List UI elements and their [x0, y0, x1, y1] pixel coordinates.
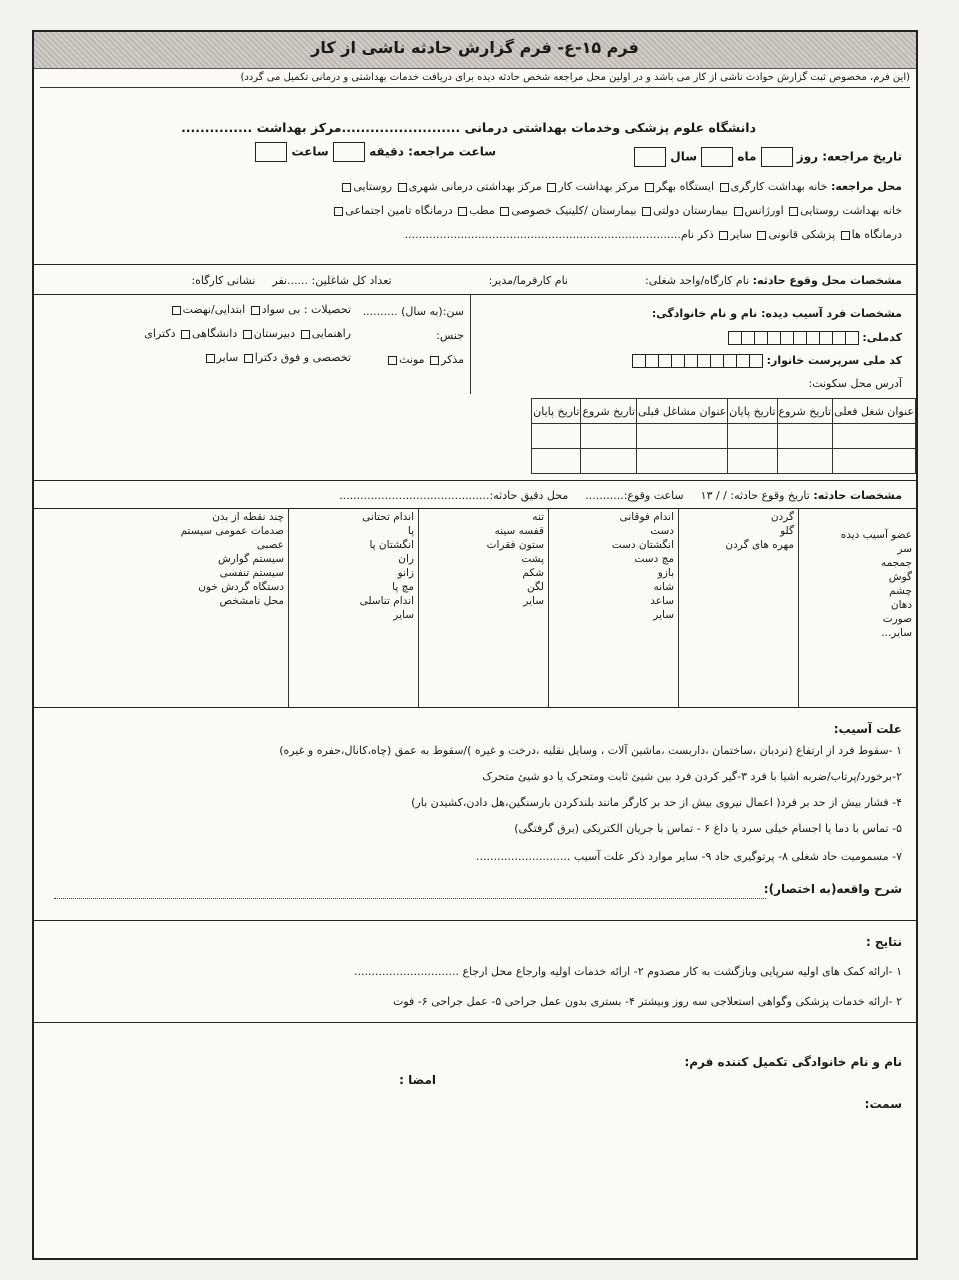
body-part: لگن [527, 581, 544, 593]
visit-month-box[interactable] [701, 147, 733, 167]
place-label: محل مراجعه: [830, 180, 902, 193]
body-part: گلو [780, 525, 794, 537]
position-label: سمت: [864, 1097, 902, 1111]
gender-female: مونث [399, 353, 425, 366]
guardian-id-input[interactable] [632, 354, 763, 368]
education-label: تحصیلات : [303, 303, 351, 316]
accident-time: ساعت وقوع:........... [585, 489, 684, 502]
body-part: تنه [532, 511, 544, 523]
body-part: اندام تحتانی [362, 511, 414, 523]
place-checkbox[interactable] [645, 183, 654, 192]
place-option: ایستگاه بهگر [655, 180, 715, 193]
workplace-line [191, 274, 902, 287]
workplace-section [34, 264, 916, 292]
visit-time-text: ساعت مراجعه: [408, 144, 496, 159]
body-part: سایر [653, 609, 674, 621]
body-col-head [798, 509, 916, 707]
form-title-band [34, 32, 916, 69]
visit-day-box[interactable] [761, 147, 793, 167]
result-item: ۲ -ارائه خدمات پزشکی وگواهی استعلاجی سه روز وبیشتر ۴- بستری بدون عمل جراحی ۵- عمل جراحی ۶- فوت [393, 995, 902, 1008]
body-part: سایر [393, 609, 414, 621]
place-option: درمانگاه تامین اجتماعی [345, 204, 453, 217]
place-checkbox[interactable] [841, 231, 850, 240]
signature-label: امضا : [399, 1073, 436, 1087]
body-part: قفسه سینه [494, 525, 544, 537]
body-part: دستگاه گردش خون [198, 581, 284, 593]
place-option: روستایی [353, 180, 393, 193]
education-row1 [170, 303, 351, 316]
visit-month-label: ماه [737, 149, 757, 164]
cause-item: ۷- مسمومیت حاد شغلی ۸- پرتوگیری حاد ۹- سایر موارد ذکر علت آسیب ........................... [475, 850, 902, 863]
education-checkbox[interactable] [244, 354, 253, 363]
address-line: آدرس محل سکونت: [808, 377, 902, 390]
body-col-general [158, 509, 288, 707]
visit-time-label [255, 142, 496, 162]
body-part: مچ دست [634, 553, 674, 565]
body-part: محل نامشخص [219, 595, 284, 607]
place-option: پزشکی قانونی [768, 228, 836, 241]
description-label: شرح واقعه(به اختصار): [763, 882, 902, 896]
place-option: سایر [730, 228, 752, 241]
education-option: دبیرستان [253, 327, 296, 340]
visit-minute-box[interactable] [333, 142, 365, 162]
person-name: نام و نام خانوادگی: [651, 307, 758, 320]
body-col-trunk [418, 509, 548, 707]
gender-options [386, 353, 464, 366]
body-col-neck [678, 509, 798, 707]
body-part: پا [407, 525, 414, 537]
place-checkbox[interactable] [789, 207, 798, 216]
education-option: تخصصی و فوق دکترا [254, 351, 351, 364]
body-part: اندام فوقانی [619, 511, 674, 523]
body-part: عضو آسیب دیده [840, 529, 912, 541]
result-item: ۱ -ارائه کمک های اولیه سرپایی وبازگشت به کار مصدوم ۲- ارائه خدمات اولیه وارجاع محل ارجاع .............................. [354, 965, 902, 978]
body-col-lower-limb [288, 509, 418, 707]
education-checkbox[interactable] [301, 330, 310, 339]
body-part: دهان [890, 599, 912, 611]
workplace-employer: نام کارفرما/مدیر: [488, 274, 568, 287]
education-option: دکترای [144, 327, 176, 340]
jobs-row[interactable] [532, 449, 916, 474]
place-other-name: ذکر نام............................................................................... [404, 228, 714, 241]
education-option: دانشگاهی [192, 327, 238, 340]
person-section [34, 294, 916, 394]
accident-date: تاریخ وقوع حادثه: / / ۱۳ [700, 489, 810, 502]
person-name-line [652, 307, 902, 320]
place-checkbox[interactable] [458, 207, 467, 216]
body-part: صورت [882, 613, 912, 625]
place-option: خانه بهداشت روستایی [800, 204, 902, 217]
form-intro: (این فرم، مخصوص ثبت گزارش حوادث ناشی از کار می باشد و در اولین محل مراجعه شخص حادثه دیده برای دریافت خدمات بهداشتی و درمانی تکمیل می گردد) [40, 72, 910, 88]
place-checkbox[interactable] [342, 183, 351, 192]
workplace-address: نشانی کارگاه: [191, 274, 256, 287]
body-part: مهره های گردن [725, 539, 794, 551]
visit-year-label: سال [670, 149, 697, 164]
guardian-id-line [632, 354, 902, 368]
place-checkbox[interactable] [398, 183, 407, 192]
jobs-row[interactable] [532, 424, 916, 449]
education-option: راهنمایی [311, 327, 351, 340]
place-checkbox[interactable] [757, 231, 766, 240]
place-option: درمانگاه ها [851, 228, 902, 241]
body-part: جمجمه [880, 557, 912, 569]
cause-item: ۲-برخورد/پرتاب/ضربه اشیا با فرد ۳-گیر کردن فرد بین شیئ ثابت ومتحرک یا دو شیئ متحرک [482, 770, 902, 783]
education-checkbox[interactable] [251, 306, 260, 315]
accident-place: محل دقیق حادثه:........................................... [339, 489, 569, 502]
gender-male-checkbox[interactable] [430, 356, 439, 365]
gender-label: جنس: [436, 329, 464, 342]
person-divider [470, 295, 471, 394]
gender-female-checkbox[interactable] [388, 356, 397, 365]
person-id-label: کدملی: [862, 331, 902, 344]
body-part: انگشتان دست [611, 539, 674, 551]
place-option: مرکز بهداشت کار [558, 180, 640, 193]
body-part: سایر [523, 595, 544, 607]
body-part: پشت [521, 553, 544, 565]
education-checkbox[interactable] [181, 330, 190, 339]
place-checkbox[interactable] [642, 207, 651, 216]
body-part: چشم [889, 585, 912, 597]
place-row2 [332, 204, 902, 217]
body-col-upper-limb [548, 509, 678, 707]
jobs-header-cell: تاریخ شروع [581, 399, 637, 424]
jobs-header-cell: عنوان مشاغل قبلی [637, 399, 728, 424]
place-option: بیمارستان دولتی [653, 204, 729, 217]
cause-label: علت آسیب: [833, 722, 902, 736]
guardian-id-label: کد ملی سرپرست خانوار: [766, 354, 902, 367]
visit-day-label: تاریخ مراجعه: روز [796, 149, 902, 164]
place-row1 [340, 180, 902, 193]
visit-date-label [634, 147, 902, 167]
education-checkbox[interactable] [243, 330, 252, 339]
visit-hour-label: ساعت [291, 144, 329, 159]
place-option: خانه بهداشت کارگری [730, 180, 828, 193]
body-part: ران [398, 553, 414, 565]
workplace-name: نام کارگاه/واحد شغلی: [644, 274, 750, 287]
education-row3 [204, 351, 351, 364]
footer-section [34, 1022, 916, 1122]
body-part: شانه [653, 581, 674, 593]
body-part: مچ پا [392, 581, 414, 593]
body-part: چند نقطه از بدن [212, 511, 284, 523]
body-part: عصبی [256, 539, 284, 551]
body-part: اندام تناسلی [359, 595, 414, 607]
body-part: سیستم گوارش [217, 553, 284, 565]
age-line: سن:(به سال) .......... [362, 305, 464, 318]
education-option: ابتدایی/نهضت [182, 303, 246, 316]
body-part: ساعد [650, 595, 674, 607]
form-title: فرم ۱۵-ع- فرم گزارش حادثه ناشی از کار [311, 38, 639, 57]
place-checkbox[interactable] [720, 183, 729, 192]
place-option: مرکز بهداشتی درمانی شهری [408, 180, 542, 193]
place-checkbox[interactable] [500, 207, 509, 216]
body-part: سایر... [881, 627, 912, 639]
jobs-header-cell: عنوان شغل فعلی [833, 399, 916, 424]
cause-item: ۴- فشار بیش از حد بر فرد( اعمال نیروی بیش از حد بر کارگر مانند بلندکردن بارسنگین،هل دادن،کشیدن بار) [411, 796, 902, 809]
person-label: مشخصات فرد آسیب دیده: [761, 307, 902, 320]
gender-male: مذکر [441, 353, 464, 366]
results-label: نتایج : [865, 935, 902, 949]
visit-hour-box[interactable] [255, 142, 287, 162]
accident-line [339, 489, 902, 502]
place-option: اورژانس [744, 204, 784, 217]
filler-name-label: نام و نام خانوادگی تکمیل کننده فرم: [684, 1055, 902, 1069]
description-line[interactable] [54, 898, 766, 899]
education-row2 [144, 327, 351, 340]
body-part: گوش [888, 571, 912, 583]
place-checkbox[interactable] [734, 207, 743, 216]
body-part: بازو [657, 567, 674, 579]
place-row3 [405, 228, 902, 241]
cause-item: ۵- تماس با دما یا اجسام خیلی سرد یا داغ ۶ - تماس با جریان الکتریکی (برق گرفتگی) [514, 822, 902, 835]
cause-item: ۱ -سقوط فرد از ارتفاع (نردبان ،ساختمان ،داربست ،ماشین آلات ، وسایل نقلیه ،درخت و غیره )/سقوط به عمق (چاه،کانال،حفره و غیره) [279, 744, 902, 757]
jobs-header-cell: تاریخ پایان [728, 399, 777, 424]
jobs-header-row [532, 399, 916, 424]
person-id-line [728, 331, 902, 345]
place-option: مطب [469, 204, 495, 217]
body-part: انگشتان پا [369, 539, 414, 551]
results-section [34, 920, 916, 1020]
jobs-header-cell: تاریخ شروع [777, 399, 833, 424]
education-option: بی سواد [261, 303, 301, 316]
visit-year-box[interactable] [634, 147, 666, 167]
body-part: گردن [770, 511, 794, 523]
university-line: دانشگاه علوم پزشکی وخدمات بهداشتی درمانی .........................مرکز بهداشت ............... [181, 120, 756, 135]
education-checkbox[interactable] [172, 306, 181, 315]
education-checkbox[interactable] [206, 354, 215, 363]
body-part: زانو [397, 567, 414, 579]
visit-minute-label: دقیقه [369, 144, 404, 159]
accident-section [34, 480, 916, 508]
place-checkbox[interactable] [334, 207, 343, 216]
workplace-count: تعداد کل شاغلین: ......نفر [272, 274, 392, 287]
place-checkbox[interactable] [719, 231, 728, 240]
education-option: سایر [216, 351, 239, 364]
accident-label: مشخصات حادثه: [813, 489, 902, 502]
body-part: صدمات عمومی سیستم [180, 525, 284, 537]
place-option: بیمارستان /کلینیک خصوصی [511, 204, 637, 217]
body-parts-section [34, 508, 916, 708]
body-part: شکم [522, 567, 544, 579]
body-part: دست [650, 525, 674, 537]
place-checkbox[interactable] [547, 183, 556, 192]
body-part: سر [897, 543, 912, 555]
accident-report-form [32, 30, 918, 1260]
body-part: سیستم تنفسی [219, 567, 284, 579]
jobs-header-cell: تاریخ پایان [532, 399, 581, 424]
workplace-label: مشخصات محل وقوع حادثه: [752, 274, 902, 287]
body-part: ستون فقرات [486, 539, 544, 551]
national-id-input[interactable] [728, 331, 859, 345]
jobs-table [531, 398, 916, 474]
